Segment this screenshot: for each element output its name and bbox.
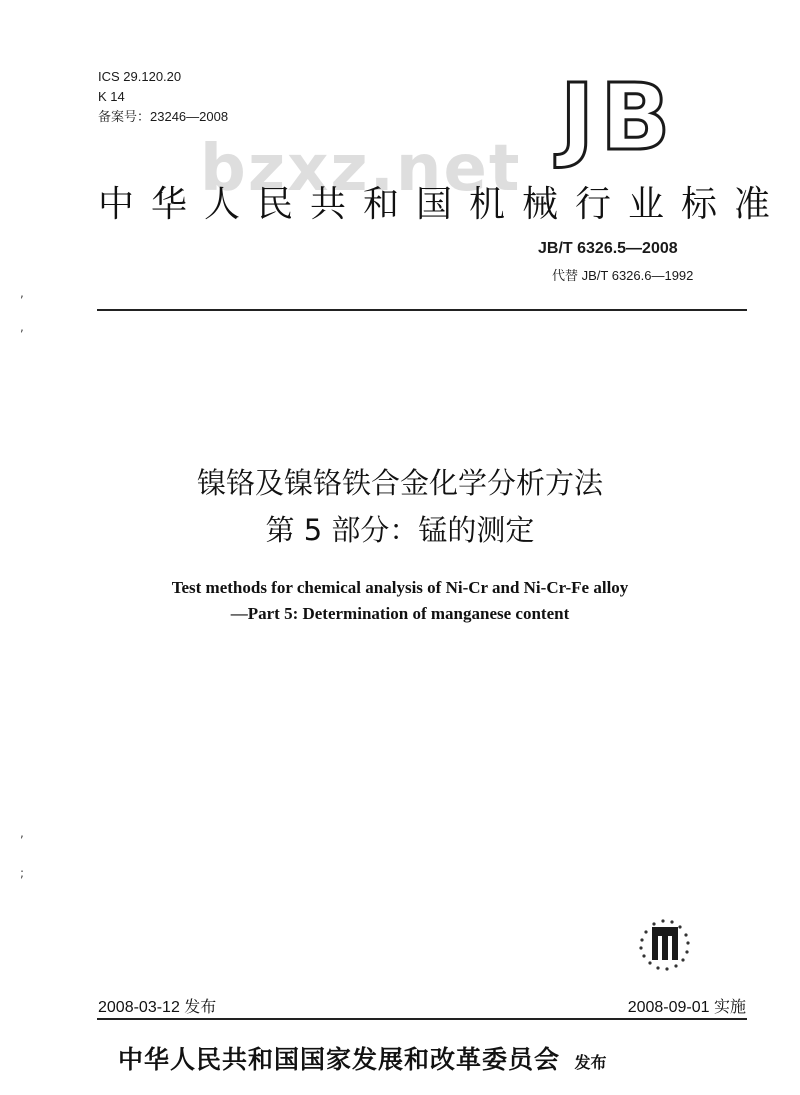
issue-date: 2008-03-12 发布	[98, 999, 217, 1016]
scan-mark: ,	[20, 286, 24, 300]
implement-date: 2008-09-01 实施	[627, 999, 746, 1016]
replaces-note: 代替 JB/T 6326.6—1992	[552, 268, 694, 283]
issuer-suffix: 发布	[574, 1053, 607, 1072]
standard-category: 中华人民共和国机械行业标准	[98, 184, 788, 225]
scan-mark: ,	[20, 320, 24, 334]
title-zh-line2: 第 5 部分：锰的测定	[265, 513, 535, 547]
issuer-name: 中华人民共和国国家发展和改革委员会	[118, 1045, 561, 1074]
title-en-line2: —Part 5: Determination of manganese content	[230, 604, 570, 623]
title-zh-line1: 镍铬及镍铬铁合金化学分析方法	[196, 466, 603, 500]
standard-number-text: JB/T 6326.5—2008	[538, 240, 678, 257]
ccs-code: K 14	[98, 89, 125, 104]
jb-logo: JB	[560, 64, 677, 171]
standard-number	[538, 240, 678, 258]
watermark: bzxz.net	[200, 132, 522, 206]
issuer-block	[118, 1040, 606, 1076]
header-divider	[97, 309, 747, 311]
publisher-seal-icon	[632, 910, 698, 976]
title-en-line1: Test methods for chemical analysis of Ni-Cr and Ni-Cr-Fe alloy	[171, 578, 629, 597]
scan-mark: ,	[20, 826, 24, 840]
filing-number: 备案号：23246—2008	[98, 109, 229, 124]
ics-code: ICS 29.120.20	[98, 69, 182, 84]
footer-divider	[97, 1018, 747, 1020]
scan-mark: ;	[20, 866, 25, 880]
